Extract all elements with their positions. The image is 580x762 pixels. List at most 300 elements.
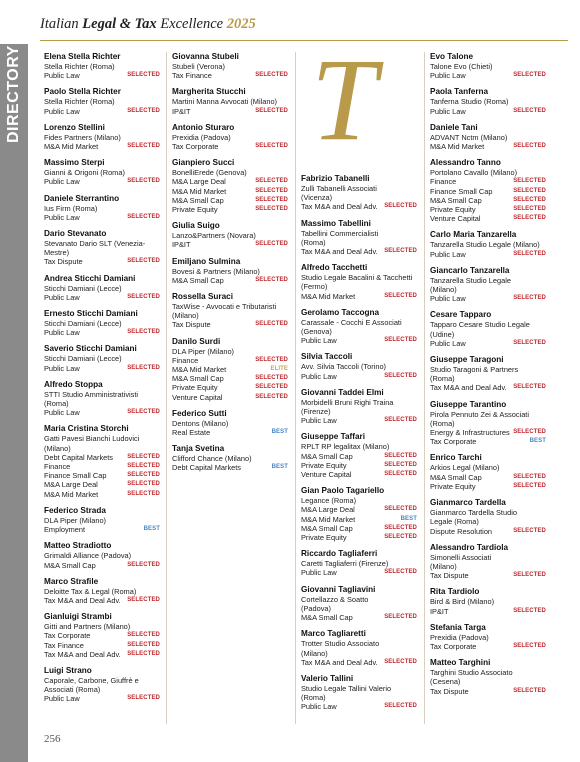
ranking-badge: SELECTED	[127, 463, 160, 470]
lawyer-name: Matteo Targhini	[430, 658, 491, 668]
directory-entry	[301, 219, 417, 257]
practice-row	[172, 463, 288, 472]
practice-area: Finance Small Cap	[44, 471, 107, 481]
directory-entry	[44, 344, 160, 372]
practice-row	[301, 533, 417, 542]
firm-line: (Milano)	[44, 443, 71, 453]
title-legal-tax: Legal & Tax	[82, 16, 157, 32]
ranking-badge: SELECTED	[255, 107, 288, 114]
directory-entry	[172, 158, 288, 214]
practice-row	[301, 461, 417, 470]
ranking-badge: SELECTED	[127, 364, 160, 371]
ranking-badge: SELECTED	[513, 482, 546, 489]
practice-row	[301, 202, 417, 211]
practice-row	[172, 393, 288, 402]
practice-row	[430, 177, 546, 186]
lawyer-name: Andrea Sticchi Damiani	[44, 273, 136, 283]
firm-line: Stella Richter (Roma)	[44, 62, 115, 71]
ranking-badge: SELECTED	[513, 339, 546, 346]
practice-area: Tax M&A and Deal Adv.	[430, 383, 507, 393]
practice-area: M&A Small Cap	[172, 275, 224, 285]
firm-line: (Milano)	[430, 561, 457, 571]
directory-entry	[44, 309, 160, 337]
practice-area: Public Law	[44, 328, 80, 338]
firm-line: Carassale - Cocchi E Associati	[301, 317, 402, 327]
ranking-badge: SELECTED	[384, 703, 417, 710]
page-number: 256	[44, 733, 61, 745]
firm-line: (Fermo)	[301, 282, 328, 292]
directory-entry	[430, 587, 546, 615]
directory-entry	[44, 52, 160, 80]
directory-entry	[44, 87, 160, 115]
firm-line: Gatti Pavesi Bianchi Ludovici	[44, 434, 140, 444]
directory-column-1	[44, 52, 160, 711]
practice-row	[430, 107, 546, 116]
ranking-badge: SELECTED	[513, 572, 546, 579]
firm-line: Talone Evo (Chieti)	[430, 62, 493, 71]
firm-line: Legale (Roma)	[430, 517, 479, 527]
ranking-badge: SELECTED	[255, 393, 288, 400]
practice-row	[430, 383, 546, 392]
practice-area: Tax Corporate	[430, 437, 477, 447]
lawyer-name: Paola Tanferna	[430, 87, 489, 97]
firm-line: Gianmarco Tardella Studio	[430, 508, 517, 518]
ranking-badge: SELECTED	[513, 429, 546, 436]
ranking-badge: SELECTED	[513, 384, 546, 391]
practice-area: IP&IT	[430, 606, 449, 616]
directory-entry	[44, 424, 160, 498]
ranking-badge: SELECTED	[255, 143, 288, 150]
firm-line: Pirola Pennuto Zei & Associati	[430, 409, 530, 419]
lawyer-name: Evo Talone	[430, 52, 474, 61]
firm-line: Prexidia (Padova)	[172, 132, 231, 142]
lawyer-name: Riccardo Tagliaferri	[301, 549, 378, 559]
practice-row	[44, 364, 160, 373]
ranking-badge: SELECTED	[384, 417, 417, 424]
firm-line: (Roma)	[301, 693, 326, 703]
firm-line: (Roma)	[430, 418, 455, 428]
ranking-badge: SELECTED	[255, 196, 288, 203]
directory-entry	[430, 658, 546, 696]
practice-row	[44, 650, 160, 659]
ranking-badge: SELECTED	[513, 473, 546, 480]
practice-row	[430, 642, 546, 651]
practice-row	[44, 328, 160, 337]
ranking-badge: BEST	[271, 464, 288, 471]
firm-line: Bird & Bird (Milano)	[430, 597, 495, 607]
lawyer-name: Tanja Svetina	[172, 444, 225, 454]
firm-line: TaxWise - Avvocati e Tributaristi	[172, 302, 277, 312]
directory-entry	[301, 432, 417, 479]
practice-row	[172, 205, 288, 214]
ranking-badge: SELECTED	[513, 72, 546, 79]
ranking-badge: SELECTED	[255, 187, 288, 194]
directory-entry	[172, 292, 288, 330]
ranking-badge: SELECTED	[384, 534, 417, 541]
lawyer-name: Enrico Tarchi	[430, 453, 482, 463]
practice-row	[44, 631, 160, 640]
lawyer-name: Massimo Sterpi	[44, 158, 105, 168]
firm-line: Clifford Chance (Milano)	[172, 454, 252, 464]
practice-area: Tax Dispute	[44, 257, 83, 267]
lawyer-name: Daniele Sterrantino	[44, 193, 120, 203]
ranking-badge: SELECTED	[127, 143, 160, 150]
firm-line: Gianni & Origoni (Roma)	[44, 168, 125, 178]
lawyer-name: Lorenzo Stellini	[44, 122, 105, 132]
practice-area: Tax Corporate	[172, 142, 219, 152]
lawyer-name: Danilo Surdi	[172, 336, 221, 346]
practice-area: Public Law	[430, 294, 466, 304]
firm-line: Sticchi Damiani (Lecce)	[44, 319, 122, 329]
directory-entry	[430, 355, 546, 393]
firm-line: (Genova)	[301, 327, 332, 337]
practice-row	[44, 408, 160, 417]
firm-line: Arkios Legal (Milano)	[430, 463, 500, 473]
ranking-badge: SELECTED	[384, 461, 417, 468]
practice-row	[172, 71, 288, 80]
ranking-badge: SELECTED	[255, 206, 288, 213]
lawyer-name: Margherita Stucchi	[172, 87, 246, 97]
lawyer-name: Alfredo Tacchetti	[301, 263, 368, 273]
practice-row	[172, 374, 288, 383]
practice-area: Finance	[44, 462, 71, 472]
ranking-badge: SELECTED	[127, 650, 160, 657]
ranking-badge: BEST	[400, 515, 417, 522]
firm-line: Studio Legale Tallini Valerio	[301, 683, 392, 693]
lawyer-name: Alessandro Tanno	[430, 158, 501, 168]
practice-area: M&A Large Deal	[301, 505, 355, 515]
column-divider	[166, 52, 167, 724]
firm-line: Sticchi Damiani (Lecce)	[44, 354, 122, 364]
lawyer-name: Alfredo Stoppa	[44, 379, 103, 389]
practice-row	[430, 294, 546, 303]
practice-area: M&A Mid Market	[301, 514, 356, 524]
practice-row	[430, 205, 546, 214]
ranking-badge: BEST	[143, 526, 160, 533]
directory-entry	[172, 87, 288, 115]
practice-area: M&A Mid Market	[301, 291, 356, 301]
practice-row	[44, 71, 160, 80]
practice-row	[44, 641, 160, 650]
practice-area: M&A Small Cap	[301, 613, 353, 623]
directory-entry	[301, 388, 417, 426]
firm-line: Grimaldi Alliance (Padova)	[44, 551, 132, 561]
ranking-badge: SELECTED	[255, 321, 288, 328]
practice-area: Tax Dispute	[172, 320, 211, 330]
ranking-badge: SELECTED	[127, 490, 160, 497]
directory-entry	[301, 674, 417, 712]
firm-line: Mestre)	[44, 248, 70, 258]
directory-entry	[301, 486, 417, 542]
lawyer-name: Matteo Stradiotto	[44, 541, 112, 551]
firm-line: (Roma)	[301, 237, 326, 247]
lawyer-name: Gianluigi Strambi	[44, 612, 112, 622]
practice-area: Public Law	[44, 177, 80, 187]
directory-entry	[430, 623, 546, 651]
practice-area: Tax M&A and Deal Adv.	[301, 202, 378, 212]
firm-line: BonelliErede (Genova)	[172, 168, 247, 178]
practice-area: Debt Capital Markets	[44, 452, 114, 462]
ranking-badge: SELECTED	[127, 213, 160, 220]
practice-row	[172, 240, 288, 249]
directory-entry	[44, 194, 160, 222]
practice-area: M&A Small Cap	[44, 560, 96, 570]
lawyer-name: Antonio Sturaro	[172, 122, 235, 132]
practice-area: Public Law	[430, 106, 466, 116]
ranking-badge: SELECTED	[384, 292, 417, 299]
directory-entry	[172, 123, 288, 151]
practice-row	[44, 471, 160, 480]
lawyer-name: Ernesto Sticchi Damiani	[44, 309, 138, 319]
practice-row	[301, 515, 417, 524]
practice-row	[430, 473, 546, 482]
practice-row	[301, 372, 417, 381]
lawyer-name: Massimo Tabellini	[301, 218, 371, 228]
lawyer-name: Rossella Suraci	[172, 292, 233, 302]
directory-entry	[172, 221, 288, 249]
practice-area: Public Law	[301, 568, 337, 578]
firm-line: ADVANT Nctm (Milano)	[430, 132, 508, 142]
ranking-badge: SELECTED	[127, 632, 160, 639]
ranking-badge: SELECTED	[384, 248, 417, 255]
ranking-badge: SELECTED	[384, 569, 417, 576]
ranking-badge: SELECTED	[384, 337, 417, 344]
practice-row	[172, 383, 288, 392]
directory-entry	[430, 52, 546, 80]
practice-row	[44, 561, 160, 570]
lawyer-name: Luigi Strano	[44, 665, 92, 675]
ranking-badge: SELECTED	[384, 506, 417, 513]
ranking-badge: SELECTED	[127, 695, 160, 702]
practice-row	[44, 525, 160, 534]
ranking-badge: SELECTED	[513, 295, 546, 302]
lawyer-name: Giovanni Tagliavini	[301, 584, 376, 594]
practice-area: Tax Finance	[44, 640, 84, 650]
firm-line: Morbidelli Bruni Righi Traina	[301, 397, 394, 407]
practice-area: Public Law	[301, 336, 337, 346]
firm-line: Associati (Roma)	[44, 685, 101, 695]
ranking-badge: ELITE	[270, 366, 288, 373]
directory-column-2	[172, 52, 288, 480]
title-prefix: Italian	[40, 16, 79, 32]
firm-line: RPLT RP legalitax (Milano)	[301, 442, 390, 452]
firm-line: Prexidia (Padova)	[430, 632, 489, 642]
firm-line: (Roma)	[44, 399, 69, 409]
ranking-badge: SELECTED	[127, 453, 160, 460]
firm-line: Targhini Studio Associato	[430, 668, 513, 678]
practice-row	[44, 596, 160, 605]
practice-row	[301, 702, 417, 711]
practice-row	[301, 613, 417, 622]
firm-line: (Milano)	[430, 285, 457, 295]
directory-entry	[430, 266, 546, 304]
practice-area: Public Law	[301, 371, 337, 381]
practice-area: Finance	[172, 355, 199, 365]
firm-line: (Firenze)	[301, 407, 331, 417]
ranking-badge: SELECTED	[513, 187, 546, 194]
directory-entry	[430, 87, 546, 115]
practice-row	[44, 694, 160, 703]
ranking-badge: SELECTED	[255, 72, 288, 79]
ranking-badge: SELECTED	[513, 143, 546, 150]
firm-line: (Vicenza)	[301, 193, 333, 203]
firm-line: Trotter Studio Associato	[301, 639, 380, 649]
practice-row	[44, 462, 160, 471]
directory-entry	[301, 174, 417, 212]
directory-entry	[430, 230, 546, 258]
directory-entry	[172, 337, 288, 402]
practice-area: M&A Small Cap	[172, 374, 224, 384]
directory-entry	[44, 158, 160, 186]
lawyer-name: Paolo Stella Richter	[44, 87, 121, 97]
directory-entry	[430, 400, 546, 447]
firm-line: (Milano)	[301, 648, 328, 658]
firm-line: (Udine)	[430, 329, 455, 339]
firm-line: Legance (Roma)	[301, 496, 357, 506]
ranking-badge: SELECTED	[384, 614, 417, 621]
firm-line: (Padova)	[301, 603, 331, 613]
directory-column-4	[430, 52, 546, 703]
firm-line: Studio Taragoni & Partners	[430, 365, 519, 375]
practice-area: Tax M&A and Deal Adv.	[301, 247, 378, 257]
firm-line: Ius Firm (Roma)	[44, 203, 98, 213]
practice-area: Private Equity	[172, 205, 218, 215]
lawyer-name: Rita Tardiolo	[430, 587, 480, 597]
ranking-badge: SELECTED	[127, 561, 160, 568]
practice-area: Venture Capital	[172, 392, 223, 402]
practice-area: M&A Small Cap	[301, 523, 353, 533]
practice-area: M&A Small Cap	[301, 451, 353, 461]
ranking-badge: SELECTED	[513, 206, 546, 213]
lawyer-name: Gianpiero Succi	[172, 158, 235, 168]
ranking-badge: SELECTED	[384, 524, 417, 531]
firm-line: Caretti Tagliaferri (Firenze)	[301, 559, 389, 569]
practice-row	[430, 214, 546, 223]
practice-area: Public Law	[301, 416, 337, 426]
ranking-badge: SELECTED	[127, 409, 160, 416]
practice-area: Tax Corporate	[430, 641, 477, 651]
practice-area: Tax Finance	[172, 71, 212, 81]
firm-line: Tanzarella Studio Legale	[430, 275, 511, 285]
directory-entry	[172, 409, 288, 437]
firm-line: (Milano)	[172, 311, 199, 321]
practice-area: M&A Mid Market	[44, 142, 99, 152]
lawyer-name: Giovanna Stubeli	[172, 52, 239, 61]
practice-area: Private Equity	[301, 533, 347, 543]
lawyer-name: Giulia Suigo	[172, 221, 220, 231]
practice-area: M&A Small Cap	[430, 195, 482, 205]
practice-row	[44, 490, 160, 499]
directory-column-3	[301, 34, 417, 719]
ranking-badge: SELECTED	[384, 658, 417, 665]
practice-area: M&A Mid Market	[430, 142, 485, 152]
practice-row	[430, 339, 546, 348]
lawyer-name: Giuseppe Tarantino	[430, 399, 507, 409]
lawyer-name: Emiljano Sulmina	[172, 256, 241, 266]
firm-line: Stevanato Dario SLT (Venezia-	[44, 239, 146, 249]
drop-letter-glyph: T	[311, 34, 377, 165]
practice-area: Venture Capital	[301, 470, 352, 480]
practice-area: Public Law	[44, 694, 80, 704]
firm-line: Tapparo Cesare Studio Legale	[430, 320, 530, 330]
practice-area: M&A Small Cap	[430, 472, 482, 482]
ranking-badge: SELECTED	[255, 241, 288, 248]
practice-row	[430, 437, 546, 446]
ranking-badge: SELECTED	[513, 642, 546, 649]
directory-entry	[44, 506, 160, 534]
firm-line: Martini Manna Avvocati (Milano)	[172, 97, 278, 107]
practice-area: Public Law	[44, 71, 80, 81]
directory-entry	[44, 274, 160, 302]
practice-row	[430, 250, 546, 259]
ranking-badge: SELECTED	[384, 452, 417, 459]
practice-area: M&A Large Deal	[172, 177, 226, 187]
practice-area: Private Equity	[430, 205, 476, 215]
practice-row	[430, 196, 546, 205]
ranking-badge: SELECTED	[127, 472, 160, 479]
firm-line: Zulli Tabanelli Associati	[301, 184, 377, 193]
practice-row	[301, 505, 417, 514]
lawyer-name: Cesare Tapparo	[430, 310, 492, 320]
directory-entry	[44, 666, 160, 704]
lawyer-name: Carlo Maria Tanzarella	[430, 230, 517, 240]
practice-row	[301, 658, 417, 667]
practice-row	[430, 607, 546, 616]
practice-row	[301, 452, 417, 461]
practice-area: Public Law	[301, 702, 337, 712]
directory-entry	[430, 453, 546, 491]
practice-area: Public Law	[44, 212, 80, 222]
practice-area: Finance Small Cap	[430, 186, 493, 196]
practice-area: Tax M&A and Deal Adv.	[301, 657, 378, 667]
firm-line: Studio Legale Bacalini & Tacchetti	[301, 273, 413, 283]
practice-row	[172, 142, 288, 151]
directory-entry	[301, 352, 417, 380]
practice-area: Venture Capital	[430, 214, 481, 224]
column-divider	[424, 52, 425, 724]
practice-row	[172, 196, 288, 205]
practice-row	[430, 142, 546, 151]
directory-entry	[430, 158, 546, 223]
directory-entry	[44, 229, 160, 267]
ranking-badge: SELECTED	[127, 258, 160, 265]
lawyer-name: Gianmarco Tardella	[430, 498, 506, 508]
firm-line: Deloitte Tax & Legal (Roma)	[44, 586, 137, 596]
lawyer-name: Giancarlo Tanzarella	[430, 265, 510, 275]
practice-row	[172, 276, 288, 285]
ranking-badge: BEST	[271, 429, 288, 436]
ranking-badge: SELECTED	[513, 107, 546, 114]
ranking-badge: SELECTED	[127, 596, 160, 603]
lawyer-name: Saverio Sticchi Damiani	[44, 344, 137, 354]
practice-area: Public Law	[430, 338, 466, 348]
practice-row	[172, 365, 288, 374]
practice-row	[301, 292, 417, 301]
practice-row	[430, 571, 546, 580]
firm-line: Lanzo&Partners (Novara)	[172, 231, 256, 241]
practice-row	[44, 142, 160, 151]
firm-line: DLA Piper (Milano)	[172, 346, 235, 356]
firm-line: Stella Richter (Roma)	[44, 97, 115, 107]
practice-row	[172, 320, 288, 329]
firm-line: Tanzarella Studio Legale (Milano)	[430, 240, 540, 250]
ranking-badge: SELECTED	[127, 329, 160, 336]
directory-entry	[172, 52, 288, 80]
firm-line: STTI Studio Amministrativisti	[44, 389, 139, 399]
firm-line: Gitti and Partners (Milano)	[44, 622, 131, 632]
ranking-badge: SELECTED	[384, 372, 417, 379]
lawyer-name: Daniele Tani	[430, 122, 478, 132]
